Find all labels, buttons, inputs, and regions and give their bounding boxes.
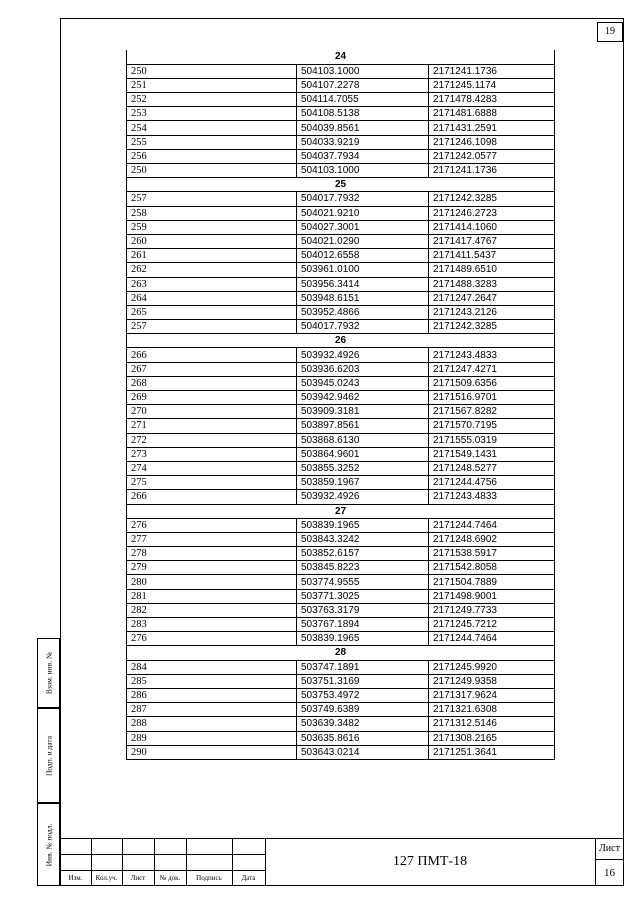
y-coordinate: 2171246.2723	[429, 206, 555, 220]
group-number: 27	[127, 504, 555, 518]
y-coordinate: 2171431.2591	[429, 121, 555, 135]
x-coordinate: 503751.3169	[297, 674, 429, 688]
group-number: 25	[127, 178, 555, 192]
table-row	[127, 164, 555, 178]
x-coordinate: 503774.9555	[297, 575, 429, 589]
table-row	[127, 660, 555, 674]
table-row	[127, 149, 555, 163]
table-row	[127, 731, 555, 745]
y-coordinate: 2171538.5917	[429, 547, 555, 561]
y-coordinate: 2171549.1431	[429, 447, 555, 461]
point-number: 284	[127, 660, 297, 674]
x-coordinate: 503897.8561	[297, 419, 429, 433]
table-row	[127, 589, 555, 603]
point-number: 254	[127, 121, 297, 135]
table-row	[127, 618, 555, 632]
y-coordinate: 2171249.9358	[429, 674, 555, 688]
col-label-date: Дата	[241, 874, 256, 882]
y-coordinate: 2171242.0577	[429, 149, 555, 163]
y-coordinate: 2171245.1174	[429, 78, 555, 92]
point-number: 263	[127, 277, 297, 291]
y-coordinate: 2171246.1098	[429, 135, 555, 149]
table-row	[127, 561, 555, 575]
x-coordinate: 503839.1965	[297, 518, 429, 532]
table-row	[127, 320, 555, 334]
table-row	[127, 305, 555, 319]
point-number: 275	[127, 476, 297, 490]
table-row	[127, 93, 555, 107]
col-label-signature: Подпись	[196, 874, 222, 882]
table-row	[127, 249, 555, 263]
y-coordinate: 2171570.7195	[429, 419, 555, 433]
y-coordinate: 2171481.6888	[429, 107, 555, 121]
y-coordinate: 2171417.4767	[429, 234, 555, 248]
x-coordinate: 503868.6130	[297, 433, 429, 447]
point-number: 252	[127, 93, 297, 107]
point-number: 281	[127, 589, 297, 603]
table-row	[127, 362, 555, 376]
y-coordinate: 2171244.4756	[429, 476, 555, 490]
x-coordinate: 504103.1000	[297, 164, 429, 178]
x-coordinate: 503932.4926	[297, 348, 429, 362]
point-number: 251	[127, 78, 297, 92]
table-row	[127, 703, 555, 717]
coordinates-table	[126, 50, 555, 760]
point-number: 250	[127, 164, 297, 178]
table-row	[127, 64, 555, 78]
table-row	[127, 277, 555, 291]
point-number: 260	[127, 234, 297, 248]
side-label-replace-inv: Взам. инв. №	[44, 651, 53, 695]
y-coordinate: 2171542.8058	[429, 561, 555, 575]
x-coordinate: 503639.3482	[297, 717, 429, 731]
x-coordinate: 504033.9219	[297, 135, 429, 149]
y-coordinate: 2171244.7464	[429, 518, 555, 532]
table-row	[127, 220, 555, 234]
y-coordinate: 2171247.2647	[429, 291, 555, 305]
table-row	[127, 490, 555, 504]
x-coordinate: 503956.3414	[297, 277, 429, 291]
y-coordinate: 2171321.6308	[429, 703, 555, 717]
y-coordinate: 2171243.4833	[429, 490, 555, 504]
x-coordinate: 504021.0290	[297, 234, 429, 248]
x-coordinate: 503932.4926	[297, 490, 429, 504]
y-coordinate: 2171248.5277	[429, 461, 555, 475]
point-number: 255	[127, 135, 297, 149]
x-coordinate: 504114.7055	[297, 93, 429, 107]
table-row	[127, 433, 555, 447]
y-coordinate: 2171241.1736	[429, 164, 555, 178]
y-coordinate: 2171478.4283	[429, 93, 555, 107]
table-row	[127, 234, 555, 248]
y-coordinate: 2171504.7889	[429, 575, 555, 589]
group-header-row	[127, 504, 555, 518]
point-number: 276	[127, 632, 297, 646]
y-coordinate: 2171242.3285	[429, 320, 555, 334]
point-number: 253	[127, 107, 297, 121]
side-cell-orig-inv	[37, 803, 60, 886]
y-coordinate: 2171245.7212	[429, 618, 555, 632]
table-row	[127, 405, 555, 419]
table-row	[127, 107, 555, 121]
x-coordinate: 503843.3242	[297, 532, 429, 546]
point-number: 289	[127, 731, 297, 745]
x-coordinate: 503845.8223	[297, 561, 429, 575]
x-coordinate: 503643.0214	[297, 745, 429, 759]
y-coordinate: 2171308.2165	[429, 731, 555, 745]
y-coordinate: 2171243.4833	[429, 348, 555, 362]
point-number: 280	[127, 575, 297, 589]
table-row	[127, 518, 555, 532]
x-coordinate: 503855.3252	[297, 461, 429, 475]
x-coordinate: 503839.1965	[297, 632, 429, 646]
table-row	[127, 348, 555, 362]
table-row	[127, 674, 555, 688]
corner-page-number: 19	[597, 22, 623, 42]
group-number: 28	[127, 646, 555, 660]
table-row	[127, 461, 555, 475]
point-number: 258	[127, 206, 297, 220]
side-label-sign-date: Подп. и дата	[44, 735, 53, 776]
x-coordinate: 504012.6558	[297, 249, 429, 263]
y-coordinate: 2171312.5146	[429, 717, 555, 731]
point-number: 273	[127, 447, 297, 461]
y-coordinate: 2171245.9920	[429, 660, 555, 674]
table-row	[127, 376, 555, 390]
y-coordinate: 2171243.2126	[429, 305, 555, 319]
table-row	[127, 532, 555, 546]
y-coordinate: 2171249.7733	[429, 603, 555, 617]
y-coordinate: 2171489.6510	[429, 263, 555, 277]
sheet-number: 16	[604, 867, 615, 879]
table-row	[127, 745, 555, 759]
x-coordinate: 504017.7932	[297, 192, 429, 206]
x-coordinate: 503771.3025	[297, 589, 429, 603]
table-row	[127, 206, 555, 220]
point-number: 259	[127, 220, 297, 234]
table-row	[127, 291, 555, 305]
x-coordinate: 503763.3179	[297, 603, 429, 617]
x-coordinate: 503948.6151	[297, 291, 429, 305]
y-coordinate: 2171251.3641	[429, 745, 555, 759]
x-coordinate: 504108.5138	[297, 107, 429, 121]
table-row	[127, 447, 555, 461]
y-coordinate: 2171516.9701	[429, 391, 555, 405]
y-coordinate: 2171248.6902	[429, 532, 555, 546]
col-label-sheet: Лист	[130, 874, 146, 882]
table-row	[127, 121, 555, 135]
table-row	[127, 135, 555, 149]
x-coordinate: 503753.4972	[297, 688, 429, 702]
table-row	[127, 603, 555, 617]
group-header-row	[127, 646, 555, 660]
table-row	[127, 575, 555, 589]
point-number: 266	[127, 490, 297, 504]
point-number: 287	[127, 703, 297, 717]
table-row	[127, 263, 555, 277]
x-coordinate: 503961.0100	[297, 263, 429, 277]
point-number: 278	[127, 547, 297, 561]
y-coordinate: 2171555.0319	[429, 433, 555, 447]
x-coordinate: 504037.7934	[297, 149, 429, 163]
side-stamp-strip	[37, 638, 60, 886]
y-coordinate: 2171498.9001	[429, 589, 555, 603]
point-number: 277	[127, 532, 297, 546]
x-coordinate: 504021.9210	[297, 206, 429, 220]
table-row	[127, 476, 555, 490]
y-coordinate: 2171567.8282	[429, 405, 555, 419]
table-row	[127, 717, 555, 731]
y-coordinate: 2171488.3283	[429, 277, 555, 291]
table-row	[127, 78, 555, 92]
point-number: 257	[127, 192, 297, 206]
point-number: 264	[127, 291, 297, 305]
point-number: 274	[127, 461, 297, 475]
group-header-row	[127, 50, 555, 64]
col-label-count: Кол.уч.	[95, 874, 118, 882]
x-coordinate: 503852.6157	[297, 547, 429, 561]
table-row	[127, 391, 555, 405]
point-number: 285	[127, 674, 297, 688]
point-number: 283	[127, 618, 297, 632]
side-cell-replace-inv	[37, 638, 60, 708]
point-number: 256	[127, 149, 297, 163]
y-coordinate: 2171241.1736	[429, 64, 555, 78]
group-number: 26	[127, 334, 555, 348]
point-number: 288	[127, 717, 297, 731]
x-coordinate: 504017.7932	[297, 320, 429, 334]
point-number: 261	[127, 249, 297, 263]
x-coordinate: 503864.9601	[297, 447, 429, 461]
x-coordinate: 503635.8616	[297, 731, 429, 745]
x-coordinate: 503942.9462	[297, 391, 429, 405]
table-row	[127, 419, 555, 433]
point-number: 270	[127, 405, 297, 419]
y-coordinate: 2171247.4271	[429, 362, 555, 376]
x-coordinate: 504103.1000	[297, 64, 429, 78]
x-coordinate: 503952.4866	[297, 305, 429, 319]
x-coordinate: 503936.6203	[297, 362, 429, 376]
document-code: 127 ПМТ-18	[392, 854, 468, 869]
point-number: 290	[127, 745, 297, 759]
table-row	[127, 192, 555, 206]
x-coordinate: 503945.0243	[297, 376, 429, 390]
y-coordinate: 2171414.1060	[429, 220, 555, 234]
point-number: 268	[127, 376, 297, 390]
x-coordinate: 504039.8561	[297, 121, 429, 135]
y-coordinate: 2171244.7464	[429, 632, 555, 646]
table-row	[127, 632, 555, 646]
point-number: 266	[127, 348, 297, 362]
y-coordinate: 2171509.6356	[429, 376, 555, 390]
point-number: 265	[127, 305, 297, 319]
col-label-change: Изм.	[68, 874, 83, 882]
group-header-row	[127, 178, 555, 192]
point-number: 272	[127, 433, 297, 447]
y-coordinate: 2171411.5437	[429, 249, 555, 263]
group-number: 24	[127, 50, 555, 64]
point-number: 279	[127, 561, 297, 575]
point-number: 250	[127, 64, 297, 78]
x-coordinate: 504027.3001	[297, 220, 429, 234]
table-row	[127, 688, 555, 702]
point-number: 271	[127, 419, 297, 433]
point-number: 282	[127, 603, 297, 617]
point-number: 286	[127, 688, 297, 702]
x-coordinate: 503909.3181	[297, 405, 429, 419]
sheet-label: Лист	[599, 843, 620, 854]
y-coordinate: 2171317.9624	[429, 688, 555, 702]
x-coordinate: 504107.2278	[297, 78, 429, 92]
table-row	[127, 547, 555, 561]
x-coordinate: 503767.1894	[297, 618, 429, 632]
point-number: 267	[127, 362, 297, 376]
point-number: 257	[127, 320, 297, 334]
x-coordinate: 503747.1891	[297, 660, 429, 674]
point-number: 276	[127, 518, 297, 532]
point-number: 262	[127, 263, 297, 277]
y-coordinate: 2171242.3285	[429, 192, 555, 206]
side-label-orig-inv: Инв. № подл.	[44, 823, 53, 866]
col-label-doc-no: № док.	[159, 874, 181, 882]
point-number: 269	[127, 391, 297, 405]
side-cell-sign-date	[37, 708, 60, 803]
title-block	[60, 838, 624, 886]
x-coordinate: 503749.6389	[297, 703, 429, 717]
x-coordinate: 503859.1967	[297, 476, 429, 490]
group-header-row	[127, 334, 555, 348]
